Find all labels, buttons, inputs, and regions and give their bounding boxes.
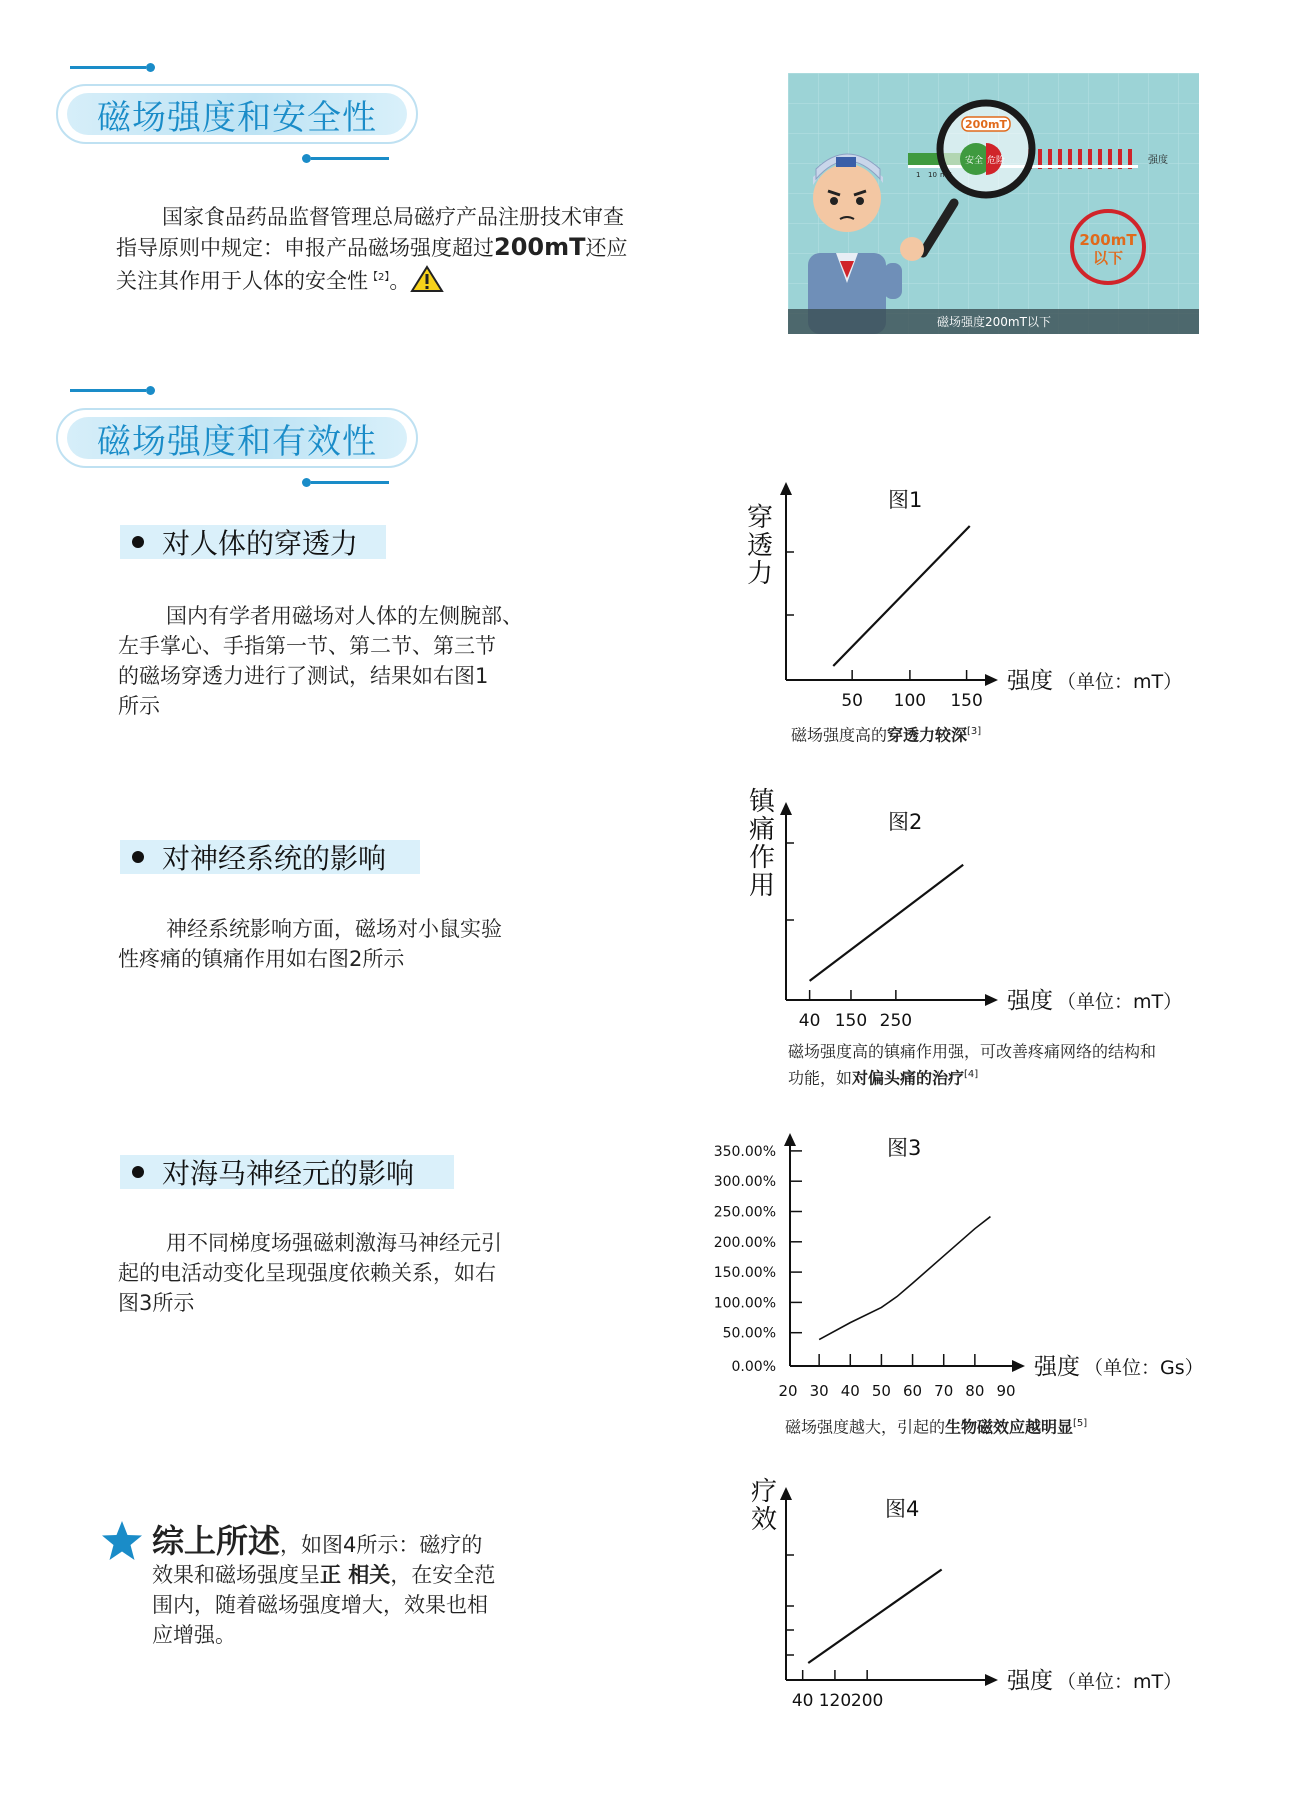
- item3-line3: 图3所示: [118, 1291, 195, 1315]
- item1-line1: 国内有学者用磁场对人体的左侧腕部、: [166, 604, 523, 628]
- x-axis-unit: （单位：mT）: [1057, 1671, 1183, 1693]
- y-axis-label-char: 力: [746, 559, 774, 589]
- warning-icon: [410, 265, 444, 293]
- x-tick-label: 100: [893, 691, 927, 711]
- item3-heading: [120, 1155, 454, 1189]
- caption-fig2-pre: 功能，如: [788, 1068, 853, 1088]
- scale-tick-2: 10: [928, 171, 937, 179]
- badge-top: 200mT: [965, 118, 1007, 131]
- chart-title: 图3: [887, 1136, 922, 1160]
- chart-title: 图2: [888, 810, 923, 834]
- y-axis-label-char: 作: [748, 843, 776, 873]
- section1-line2-post: 还应: [585, 236, 628, 260]
- danger-text: 危险: [986, 156, 1006, 166]
- header1-deco-bottom-line: [311, 157, 389, 160]
- x-tick-label: 60: [903, 1382, 923, 1400]
- y-axis-label-char: 穿: [746, 503, 774, 533]
- x-tick-label: 150: [834, 1011, 868, 1031]
- section1-ref: 【2】: [368, 272, 390, 283]
- summary-line2-bold: 正 相关: [320, 1563, 391, 1587]
- header1-deco-bottom-dot: [302, 154, 311, 163]
- x-tick-label: 20: [778, 1382, 798, 1400]
- section1-line3: 关注其作用于人体的安全性: [116, 269, 368, 293]
- item3-line2: 起的电活动变化呈现强度依赖关系，如右: [118, 1261, 496, 1285]
- star-icon: [100, 1520, 144, 1562]
- item1-line4: 所示: [118, 694, 160, 718]
- circle-line2: 以下: [1092, 249, 1124, 267]
- bullet-dot: [132, 851, 144, 863]
- header2-deco-top-dot: [146, 386, 155, 395]
- header2-deco-bottom-line: [311, 481, 389, 484]
- x-axis-arrow: [1012, 1360, 1025, 1372]
- header2-deco-top-line: [70, 389, 146, 392]
- series-line: [808, 1570, 941, 1664]
- x-tick-label: 200: [850, 1691, 884, 1711]
- caption-fig3-ref: [5]: [1073, 1418, 1088, 1429]
- y-axis-arrow: [784, 1133, 796, 1146]
- item3-line1: 用不同梯度场强磁刺激海马神经元引: [166, 1231, 502, 1255]
- x-axis-label: 强度: [1007, 668, 1053, 694]
- summary-text: [152, 1524, 572, 1650]
- chart-fig4: [730, 1470, 1200, 1710]
- chart-title: 图4: [885, 1497, 920, 1521]
- header1-deco-top-dot: [146, 63, 155, 72]
- x-axis-unit: （单位：Gs）: [1084, 1357, 1204, 1379]
- section1-line2-pre: 指导原则中规定：申报产品磁场强度超过: [116, 236, 494, 260]
- header2-deco-bottom-dot: [302, 478, 311, 487]
- y-axis-label-char: 疗: [750, 1477, 778, 1507]
- caption-fig3: [785, 1412, 1215, 1438]
- y-axis-label-char: 镇: [748, 787, 776, 817]
- y-axis-arrow: [780, 482, 792, 495]
- series-line: [810, 865, 964, 981]
- scale-tick-1: 1: [916, 171, 921, 179]
- series-line: [833, 526, 970, 666]
- item3-text: [118, 1228, 558, 1318]
- bullet-dot: [132, 536, 144, 548]
- x-tick-label: 40: [840, 1382, 860, 1400]
- chart-fig3: [700, 1128, 1220, 1408]
- section1-title: 磁场强度和安全性: [67, 93, 407, 135]
- x-tick-label: 90: [996, 1382, 1016, 1400]
- item2-heading-text: 对神经系统的影响: [162, 842, 387, 875]
- x-axis-label: 强度: [1034, 1354, 1080, 1380]
- y-tick-label: 300.00%: [713, 1174, 776, 1191]
- x-axis-arrow: [985, 994, 998, 1006]
- y-axis-label-char: 效: [750, 1505, 778, 1535]
- x-axis-arrow: [985, 1674, 998, 1686]
- caption-fig2: [788, 1040, 1238, 1089]
- series-line: [819, 1217, 990, 1340]
- summary-line4: 应增强。: [152, 1623, 236, 1647]
- safety-illustration: [788, 73, 1199, 334]
- item2-line2: 性疼痛的镇痛作用如右图2所示: [118, 947, 405, 971]
- x-tick-label: 120: [818, 1691, 852, 1711]
- x-tick-label: 50: [871, 1382, 891, 1400]
- x-tick-label: 150: [950, 691, 983, 711]
- caption-fig2-line1: 磁场强度高的镇痛作用强，可改善疼痛网络的结构和: [788, 1042, 1157, 1061]
- caption-fig3-bold: 生物磁效应越明显: [945, 1417, 1074, 1437]
- x-tick-label: 30: [809, 1382, 829, 1400]
- x-tick-label: 50: [841, 691, 863, 711]
- item2-line1: 神经系统影响方面，磁场对小鼠实验: [166, 917, 502, 941]
- chart-fig1: [730, 480, 1200, 711]
- y-axis-label-char: 用: [748, 871, 776, 901]
- x-tick-label: 70: [934, 1382, 954, 1400]
- header1-deco-top-line: [70, 66, 146, 69]
- item1-heading-text: 对人体的穿透力: [162, 527, 359, 560]
- section2-title-pill: [56, 408, 418, 468]
- y-tick-label: 150.00%: [713, 1265, 776, 1282]
- y-axis-label-char: 痛: [748, 815, 776, 845]
- summary-line2-pre: 效果和磁场强度呈: [152, 1563, 320, 1587]
- x-axis-arrow: [985, 674, 998, 686]
- section1-end: 。: [389, 269, 411, 293]
- section2-title: 磁场强度和有效性: [67, 417, 407, 459]
- item3-heading-text: 对海马神经元的影响: [162, 1157, 415, 1190]
- section1-paragraph: [116, 202, 696, 296]
- chart-title: 图1: [888, 488, 923, 512]
- summary-line3: 围内，随着磁场强度增大，效果也相: [152, 1593, 488, 1617]
- caption-fig2-ref: [4]: [964, 1069, 979, 1080]
- item1-line3: 的磁场穿透力进行了测试，结果如右图1: [118, 664, 489, 688]
- x-tick-label: 80: [965, 1382, 985, 1400]
- circle-line1: 200mT: [1079, 231, 1137, 249]
- bullet-dot: [132, 1166, 144, 1178]
- caption-fig3-pre: 磁场强度越大，引起的: [785, 1417, 946, 1437]
- y-tick-label: 350.00%: [713, 1143, 776, 1160]
- section1-title-pill: [56, 84, 418, 144]
- safe-text: 安全: [964, 156, 984, 166]
- caption-fig1-bold: 穿透力较深: [887, 725, 968, 745]
- summary-line2-post: ，在安全范: [390, 1563, 496, 1587]
- scale-label: 强度: [1148, 155, 1168, 166]
- y-tick-label: 200.00%: [713, 1234, 776, 1251]
- x-tick-label: 250: [879, 1011, 913, 1031]
- chart-fig2: [730, 785, 1200, 1031]
- y-tick-label: 250.00%: [713, 1204, 776, 1221]
- caption-fig2-bold: 对偏头痛的治疗: [852, 1068, 965, 1088]
- section1-line2-bold: 200mT: [494, 233, 586, 261]
- x-axis-label: 强度: [1007, 988, 1053, 1014]
- y-tick-label: 100.00%: [713, 1295, 776, 1312]
- x-axis-unit: （单位：mT）: [1057, 671, 1183, 693]
- item1-text: [118, 601, 558, 721]
- summary-line1: ，如图4所示：磁疗的: [280, 1533, 483, 1557]
- illustration-caption: 磁场强度200mT以下: [937, 315, 1051, 329]
- y-axis-arrow: [780, 802, 792, 815]
- y-tick-label: 50.00%: [722, 1325, 776, 1342]
- scale-tick-3: mT: [940, 171, 952, 179]
- item2-heading: [120, 840, 420, 874]
- x-tick-label: 40: [791, 1691, 814, 1711]
- x-tick-label: 40: [798, 1011, 821, 1031]
- section1-line1: 国家食品药品监督管理总局磁疗产品注册技术审查: [162, 205, 624, 229]
- y-axis-arrow: [780, 1487, 792, 1500]
- item1-heading: [120, 525, 386, 559]
- caption-fig1-ref: [3]: [967, 726, 982, 737]
- y-axis-label-char: 透: [746, 531, 774, 561]
- x-axis-label: 强度: [1007, 1668, 1053, 1694]
- item2-text: [118, 914, 558, 974]
- item1-line2: 左手掌心、手指第一节、第二节、第三节: [118, 634, 496, 658]
- x-axis-unit: （单位：mT）: [1057, 991, 1183, 1013]
- caption-fig1: [791, 720, 1211, 746]
- caption-fig1-pre: 磁场强度高的: [791, 725, 888, 745]
- y-tick-label: 0.00%: [731, 1359, 776, 1375]
- summary-bold: 综上所述: [152, 1522, 281, 1560]
